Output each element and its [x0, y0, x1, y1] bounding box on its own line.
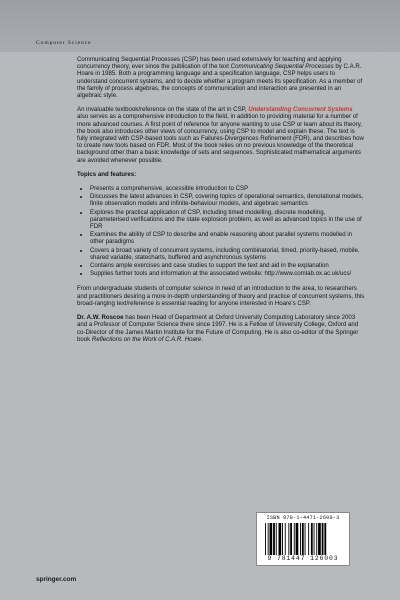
author-book-title: Reflections on the Work of C.A.R. Hoare [91, 335, 202, 343]
author-bio: has been Head of Department at Oxford University Computing Laboratory since 2003 and a Professor of Computer Science there since 1997. He is a Fellow of University College, Oxford and co-Director of the James Martin Institute for the Future of Computing. He is also co-editor of the Springer book [77, 314, 359, 343]
intro-paragraph [77, 56, 365, 99]
about-text-2: also serves as a comprehensive introduction to the field, in addition to providing material for a number of more advanced courses. A first point of reference for anyone wanting to use CSP or learn about its theory, the book also introduces other views of concurrency, using CSP to model and explain these. The text is fully integrated with CSP-based tools such as Failures-Divergences Refinement (FDR), and describes how to create new tools based on FDR. Most of the book relies on no previous knowledge of the theoretical background other than a basic knowledge of sets and sequences. Sophisticated mathematical arguments are avoided whenever possible. [77, 113, 364, 164]
barcode [256, 512, 350, 566]
topics-heading: Topics and features: [77, 170, 137, 178]
book-title-highlight: Understanding Concurrent Systems [248, 106, 353, 114]
feature-item: • Supplies further tools and information at the associated website: http://www.comlab.ox.ac.uk/ucs/ [90, 270, 365, 277]
feature-item: • Contains ample exercises and case studies to support the text and aid in the explanation [90, 262, 365, 269]
feature-item: • Examines the ability of CSP to describe and enable reasoning about parallel systems modelled in other paradigms [90, 231, 365, 245]
publisher-url: springer.com [36, 576, 77, 583]
intro-text-1: Communicating Sequential Processes (CSP) has been used extensively for teaching and applying concurrency theory, ever since the publication of the text [77, 56, 342, 71]
feature-item: • Discusses the latest advances in CSP, covering topics of operational semantics, denotational models, finite observation models and infinite-behaviour models, and algebraic semantics [90, 193, 365, 207]
about-text-1: An invaluable textbook/reference on the state of the art in CSP, [77, 106, 249, 114]
author-name: Dr. A.W. Roscoe [77, 314, 124, 322]
feature-item: • Presents a comprehensive, accessible introduction to CSP [90, 185, 365, 192]
author-paragraph [77, 314, 365, 343]
series-label: Computer Science [36, 40, 92, 46]
audience-paragraph: From undergraduate students of computer science in need of an introduction to the area, to researchers and practitioners desiring a more in-depth understanding of theory and practice of concurrent systems, this broad-ranging text/reference is essential reading for anyone interested in Hoare's CSP. [77, 285, 365, 307]
about-paragraph [77, 106, 365, 164]
back-cover-text [77, 56, 365, 350]
barcode-number: 9 781447 126003 [267, 555, 339, 562]
isbn-label: ISBN 978-1-4471-2600-3 [266, 515, 340, 521]
feature-item: • Explores the practical application of CSP, including timed modelling, discrete modelling, parameterised verifications and the state explosion problem, as well as advanced topics in the use of FDR [90, 209, 365, 231]
author-bio-end: . [201, 335, 204, 343]
intro-text-2: by C.A.R. Hoare in 1985. Both a programming language and a specification language, CSP helps users to understand concurrent systems, and to decide whether a program meets its specification. As a member of the family of process algebras, the concepts of communication and interaction are presented in an algebraic style. [77, 63, 363, 100]
intro-book-title: Communicating Sequential Processes [230, 63, 334, 71]
barcode-bars [265, 523, 341, 555]
feature-item: • Covers a broad variety of concurrent systems, including combinatorial, timed, priority-based, mobile, shared variable, statecharts, buffered and asynchronous systems [90, 247, 365, 261]
features-list [77, 185, 365, 277]
